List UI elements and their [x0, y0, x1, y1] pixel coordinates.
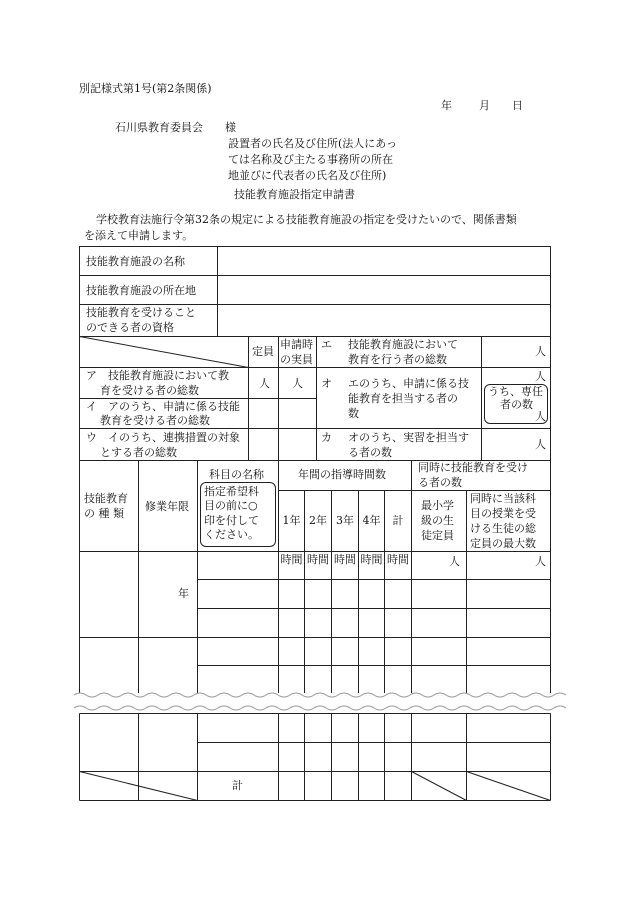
o-marker: オ: [321, 377, 332, 390]
subject-note-line-4: ください。: [204, 528, 259, 541]
capacity-col-header: 定員: [252, 345, 274, 358]
hour-unit-total: 時間: [387, 553, 409, 566]
subject-note-line-1: 指定希望科: [204, 485, 259, 498]
row-a-line-2: 育を受ける者の総数: [100, 384, 199, 397]
capacity-unit: 人: [259, 377, 270, 390]
applicant-line-2: ては名称及び主たる事務所の所在: [228, 153, 393, 166]
e-label-line-2: 教育を行う者の総数: [348, 353, 447, 366]
form-number: 別記様式第1号(第2条関係): [79, 82, 212, 95]
year-4-header: 4年: [362, 514, 381, 527]
o-label-line-2: 能教育を担当する者の: [348, 392, 458, 405]
hour-unit-4: 時間: [360, 553, 383, 566]
subject-note-line-3: 印を付して: [204, 514, 259, 527]
course-type-header-line-2: の 種 類: [84, 507, 124, 520]
duration-header: 修業年限: [145, 500, 189, 513]
o-dedicated-line-1: うち、専任: [488, 385, 543, 398]
hour-unit-3: 時間: [334, 553, 356, 566]
subject-name-header: 科目の名称: [209, 468, 264, 481]
e-marker: エ: [321, 338, 332, 351]
qualification-label-line-2: のできる者の資格: [86, 321, 174, 334]
row-u-line-2: とする者の総数: [100, 446, 177, 459]
row-a-line-1: ア 技能教育施設において教: [86, 369, 229, 382]
max-total-line-1: 同時に当該科: [470, 492, 536, 505]
min-class-line-3: 徒定員: [421, 529, 454, 542]
row-u-line-1: ウ イのうち、連携措置の対象: [86, 431, 240, 444]
row-i-line-1: イ アのうち、申請に係る技能: [86, 400, 240, 413]
min-class-line-1: 最小学: [421, 499, 454, 512]
addressee: 石川県教育委員会 様: [115, 121, 236, 134]
applicant-line-3: 地並びに代表者の氏名及び住所): [228, 169, 387, 182]
actual-col-header-line-2: の実員: [280, 353, 313, 366]
o-dedicated-line-2: 者の数: [500, 398, 533, 411]
date-month: 月: [479, 99, 490, 112]
o-label-line-3: 数: [348, 407, 359, 420]
row-i-line-2: 教育を受ける者の総数: [100, 414, 210, 427]
ka-unit: 人: [535, 438, 546, 451]
max-total-line-3: ける生徒の総: [470, 522, 536, 535]
o-label-line-1: エのうち、申請に係る技: [348, 377, 469, 390]
actual-col-header-line-1: 申請時: [280, 338, 313, 351]
min-class-unit: 人: [449, 555, 460, 568]
actual-unit: 人: [292, 377, 303, 390]
e-label-line-1: 技能教育施設において: [348, 338, 458, 351]
year-3-header: 3年: [336, 514, 354, 527]
duration-year-unit: 年: [178, 587, 189, 600]
annual-hours-header: 年間の指導時間数: [298, 468, 386, 481]
ka-label-line-1: オのうち、実習を担当す: [348, 431, 469, 444]
body-text-line-2: を添えて申請します。: [84, 229, 194, 242]
max-total-unit: 人: [535, 555, 546, 568]
date-day: 日: [512, 99, 523, 112]
date-year: 年: [441, 99, 452, 112]
total-row-label: 計: [232, 779, 243, 792]
year-1-header: 1年: [282, 514, 301, 527]
simultaneous-header-line-1: 同時に技能教育を受け: [418, 461, 528, 474]
min-class-line-2: 級の生: [421, 514, 454, 527]
simultaneous-header-line-2: る者の数: [418, 476, 462, 489]
qualification-label-line-1: 技能教育を受けること: [86, 306, 196, 319]
year-2-header: 2年: [309, 514, 327, 527]
facility-name-label: 技能教育施設の名称: [86, 255, 185, 268]
facility-location-label: 技能教育施設の所在地: [86, 284, 196, 297]
ka-marker: カ: [321, 431, 332, 444]
course-type-header-line-1: 技能教育: [84, 492, 128, 505]
applicant-line-1: 設置者の氏名及び住所(法人にあっ: [228, 137, 398, 150]
hour-unit-1: 時間: [280, 553, 303, 566]
hour-unit-2: 時間: [307, 553, 329, 566]
o-unit: 人: [535, 370, 546, 383]
header-diagonal: [80, 337, 249, 368]
subject-note-line-2: 目の前に○: [204, 499, 258, 512]
e-unit: 人: [535, 345, 546, 358]
max-total-line-2: 目の授業を受: [470, 507, 536, 520]
ka-label-line-2: る者の数: [348, 446, 392, 459]
year-total-header: 計: [392, 514, 404, 527]
max-total-line-4: 定員の最大数: [470, 537, 536, 550]
o-dedicated-unit: 人: [535, 410, 546, 423]
table-break-wave: [74, 693, 566, 710]
document-title: 技能教育施設指定申請書: [234, 188, 355, 201]
body-text-line-1: 学校教育法施行令第32条の規定による技能教育施設の指定を受けたいので、関係書類: [96, 213, 517, 226]
